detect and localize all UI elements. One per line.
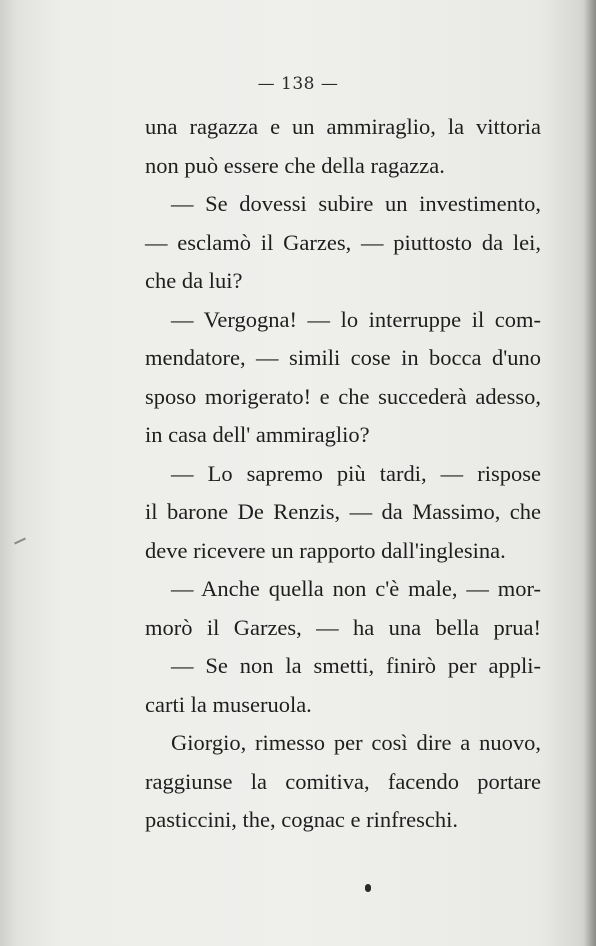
text-line: deve ricevere un rapporto dall'inglesina.: [145, 537, 506, 563]
text-line: raggiunse la comitiva, facendo portare: [145, 768, 541, 794]
text-line: Giorgio, rimesso per così dire a nuovo,: [171, 730, 541, 755]
body-text: [145, 108, 541, 840]
page-number: — 138 —: [257, 74, 339, 94]
text-line: non può essere che della ragazza.: [145, 152, 445, 178]
text-line: — Anche quella non c'è male, — mor-: [171, 576, 541, 601]
text-line: pasticcini, the, cognac e rinfreschi.: [145, 807, 458, 832]
text-line: il barone De Renzis, — da Massimo, che: [145, 499, 541, 524]
text-line: morò il Garzes, — ha una bella prua!: [145, 614, 541, 640]
text-line: — Lo sapremo più tardi, — rispose: [171, 460, 541, 486]
text-line: una ragazza e un ammiraglio, la vittoria: [145, 114, 541, 139]
text-line: carti la museruola.: [145, 691, 312, 717]
margin-mark: [14, 538, 26, 545]
ornament-dot: [365, 884, 371, 892]
text-line: che da lui?: [145, 268, 243, 293]
text-line: — Vergogna! — lo interruppe il com-: [171, 306, 541, 332]
text-line: in casa dell' ammiraglio?: [145, 422, 370, 447]
text-line: mendatore, — simili cose in bocca d'uno: [145, 345, 541, 370]
text-line: sposo morigerato! e che succederà adesso,: [145, 383, 541, 409]
text-line: — Se dovessi subire un investimento,: [171, 191, 541, 216]
text-line: — esclamò il Garzes, — piuttosto da lei,: [145, 229, 541, 255]
text-line: — Se non la smetti, finirò per appli-: [171, 653, 541, 678]
